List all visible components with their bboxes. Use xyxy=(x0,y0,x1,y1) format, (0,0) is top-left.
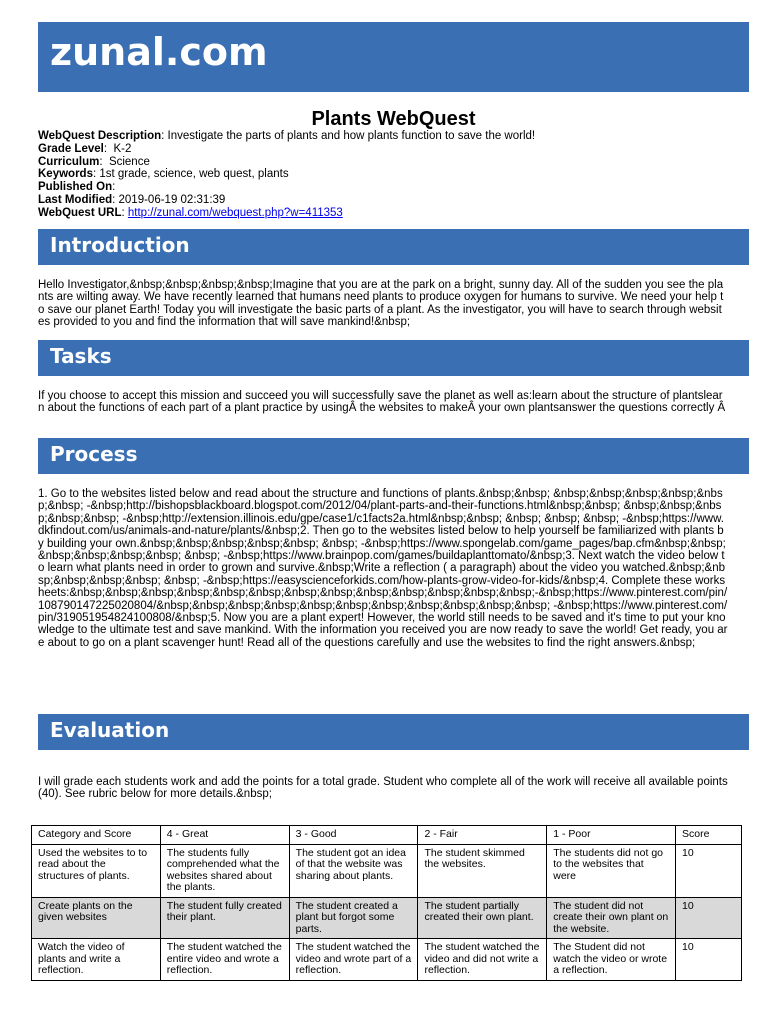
webquest-metadata xyxy=(38,130,749,220)
meta-separator: : xyxy=(92,168,100,181)
process-heading: Process xyxy=(50,442,138,466)
meta-last-modified xyxy=(38,194,749,207)
rubric-cell: The student fully created their plant. xyxy=(160,897,289,939)
rubric-cell: 10 xyxy=(676,939,742,981)
rubric-header-row xyxy=(32,826,742,845)
meta-separator: : xyxy=(121,206,128,219)
rubric-header-cell: 2 - Fair xyxy=(418,826,547,845)
rubric-row xyxy=(32,844,742,897)
rubric-cell: The student did not create their own plant on the website. xyxy=(547,897,676,939)
page-title: Plants WebQuest xyxy=(311,108,476,130)
evaluation-heading: Evaluation xyxy=(50,718,170,742)
rubric-header-cell: Category and Score xyxy=(32,826,161,845)
rubric-row xyxy=(32,897,742,939)
meta-url xyxy=(38,207,749,220)
rubric-cell: Used the websites to to read about the structures of plants. xyxy=(32,844,161,897)
meta-separator: : xyxy=(161,130,168,142)
meta-separator: : xyxy=(99,155,109,168)
rubric-cell: The student watched the entire video and wrote a reflection. xyxy=(160,939,289,981)
introduction-heading: Introduction xyxy=(50,233,190,257)
meta-separator: : xyxy=(112,181,116,194)
meta-separator: : xyxy=(112,193,119,206)
meta-label: Keywords xyxy=(38,168,93,181)
rubric-cell: The Student did not watch the video or wrote a reflection. xyxy=(547,939,676,981)
tasks-text: If you choose to accept this mission and succeed you will successfully save the planet as well as:learn about the structure of plantslearn about the functions of each part of a plant practice by usingÂ the websites to makeÂ your own plantsanswer the questions correctly Â xyxy=(38,390,726,415)
rubric-header-cell: 4 - Great xyxy=(160,826,289,845)
meta-label: WebQuest Description xyxy=(38,130,162,142)
rubric-cell: Watch the video of plants and write a reflection. xyxy=(32,939,161,981)
rubric-cell: The student skimmed the websites. xyxy=(418,844,547,897)
rubric-table xyxy=(31,825,742,981)
rubric-cell: The students fully comprehended what the websites shared about the plants. xyxy=(160,844,289,897)
meta-label: Curriculum xyxy=(38,155,100,168)
meta-grade-level xyxy=(38,143,749,156)
rubric-header-cell: Score xyxy=(676,826,742,845)
meta-description xyxy=(38,130,749,143)
meta-label: WebQuest URL xyxy=(38,206,122,219)
meta-value: Science xyxy=(108,155,150,168)
site-banner xyxy=(38,22,749,92)
rubric-cell: The student watched the video and did not write a reflection. xyxy=(418,939,547,981)
meta-value: 1st grade, science, web quest, plants xyxy=(99,168,289,181)
tasks-heading: Tasks xyxy=(50,344,112,368)
rubric-cell: The student watched the video and wrote part of a reflection. xyxy=(289,939,418,981)
rubric-cell: 10 xyxy=(676,844,742,897)
meta-value: 2019-06-19 02:31:39 xyxy=(118,193,226,206)
meta-curriculum xyxy=(38,156,749,169)
evaluation-text: I will grade each students work and add the points for a total grade. Student who complete all of the work will receive all available points (40). See rubric below for more details.&nbsp; xyxy=(38,776,728,801)
process-header xyxy=(38,438,749,474)
tasks-header xyxy=(38,340,749,376)
rubric-cell: The student created a plant but forgot some parts. xyxy=(289,897,418,939)
meta-value: Investigate the parts of plants and how plants function to save the world! xyxy=(167,130,536,142)
rubric-cell: 10 xyxy=(676,897,742,939)
meta-value: K-2 xyxy=(113,142,132,155)
process-text: 1. Go to the websites listed below and read about the structure and functions of plants.&nbsp;&nbsp; &nbsp;&nbsp;&nbsp;&nbsp;&nbsp;&nbsp; -&nbsp;http://bishopsblackboard.blogspot.com/2012/04/plant-parts-and-their-functions.html&nbsp;&nbsp; &nbsp;&nbsp;&nbsp;&nbsp;&nbsp; -&nbsp;http://extension.illinois.edu/gpe/case1/c1facts2a.html&nbsp;&nbsp; &nbsp; &nbsp; &nbsp; -&nbsp;https://www.dkfindout.com/us/animals-and-nature/plants/&nbsp;2. Then go to the websites listed below to help yourself be familiarized with plants by building your own.&nbsp;&nbsp;&nbsp;&nbsp;&nbsp; &nbsp; -&nbsp;https://www.spongelab.com/game_pages/bap.cfm&nbsp;&nbsp;&nbsp;&nbsp;&nbsp;&nbsp; &nbsp; -&nbsp;https://www.brainpop.com/games/buildaplanttomato/&nbsp;3. Next watch the video below to learn what plants need in order to grown and survive.&nbsp;Write a reflection ( a paragraph) about the video you watched.&nbsp;&nbsp;&nbsp;&nbsp;&nbsp; &nbsp; -&nbsp;https://easyscienceforkids.com/how-plants-grow-video-for-kids/&nbsp;4. Complete these worksheets:&nbsp;&nbsp;&nbsp;&nbsp;&nbsp;&nbsp;&nbsp;&nbsp;&nbsp;&nbsp;&nbsp;&nbsp;&nbsp;-&nbsp;https://www.pinterest.com/pin/108790147225020804/&nbsp;&nbsp;&nbsp;&nbsp;&nbsp;&nbsp;&nbsp;&nbsp;&nbsp;&nbsp;&nbsp; -&nbsp;https://www.pinterest.com/pin/319051954824100808/&nbsp;5. Now you are a plant expert! However, the world still needs to be saved and it's time to put your knowledge to the ultimate test and save mankind. With the information you received you are now ready to save the world! Get ready, you are about to go on a plant scavenger hunt! Read all of the questions carefully and use the websites to find the right answers.&nbsp; xyxy=(38,488,728,649)
meta-published-on xyxy=(38,181,749,194)
introduction-text: Hello Investigator,&nbsp;&nbsp;&nbsp;&nbsp;Imagine that you are at the park on a bright, sunny day. All of the sudden you see the plants are wilting away. We have recently learned that humans need plants to produce oxygen for humans to survive. We need your help to save our planet Earth! Today you will investigate the basic parts of a plant. As the investigator, you will have to search through websites provided to you and find the information that will save mankind!&nbsp; xyxy=(38,279,724,329)
evaluation-header xyxy=(38,714,749,750)
rubric-header-cell: 3 - Good xyxy=(289,826,418,845)
rubric-header-cell: 1 - Poor xyxy=(547,826,676,845)
meta-separator: : xyxy=(103,142,114,155)
rubric-row xyxy=(32,939,742,981)
meta-label: Grade Level xyxy=(38,142,104,155)
rubric-cell: The students did not go to the websites that were xyxy=(547,844,676,897)
meta-keywords xyxy=(38,168,749,181)
rubric-cell: The student partially created their own plant. xyxy=(418,897,547,939)
introduction-header xyxy=(38,229,749,265)
rubric-cell: Create plants on the given websites xyxy=(32,897,161,939)
meta-label: Last Modified xyxy=(38,193,113,206)
meta-label: Published On xyxy=(38,181,113,194)
rubric-cell: The student got an idea of that the website was sharing about plants. xyxy=(289,844,418,897)
site-logo[interactable]: zunal.com xyxy=(50,30,268,74)
webquest-url-link[interactable]: http://zunal.com/webquest.php?w=411353 xyxy=(127,206,343,219)
